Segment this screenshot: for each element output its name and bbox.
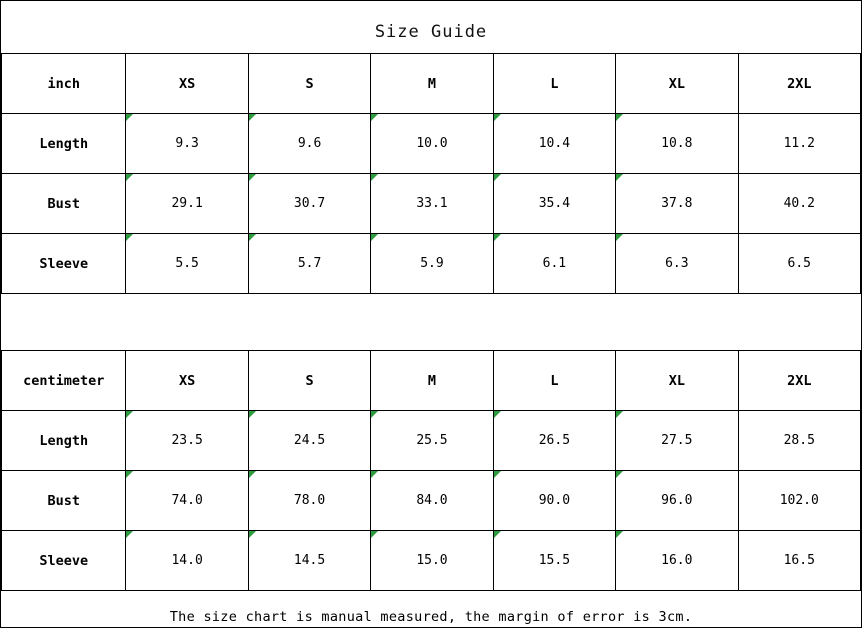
cell-length-xl: 27.5: [616, 411, 738, 471]
cell-sleeve-xs: 5.5: [126, 234, 248, 294]
unit-label-centimeter: centimeter: [2, 351, 126, 411]
size-header-l: L: [493, 351, 615, 411]
size-header-l: L: [493, 54, 615, 114]
cell-bust-s: 78.0: [248, 471, 370, 531]
cell-length-l: 10.4: [493, 114, 615, 174]
cell-length-s: 24.5: [248, 411, 370, 471]
cell-sleeve-s: 5.7: [248, 234, 370, 294]
cell-sleeve-s: 14.5: [248, 531, 370, 591]
size-header-2xl: 2XL: [738, 54, 860, 114]
cell-sleeve-2xl: 6.5: [738, 234, 860, 294]
row-label-bust: Bust: [2, 471, 126, 531]
size-header-2xl: 2XL: [738, 351, 860, 411]
size-table-inch: [1, 53, 861, 294]
row-label-bust: Bust: [2, 174, 126, 234]
cell-bust-2xl: 40.2: [738, 174, 860, 234]
table-row: [2, 114, 861, 174]
size-header-s: S: [248, 351, 370, 411]
cell-bust-2xl: 102.0: [738, 471, 860, 531]
size-header-xl: XL: [616, 54, 738, 114]
page-title: Size Guide: [374, 22, 488, 42]
size-header-s: S: [248, 54, 370, 114]
cell-bust-m: 84.0: [371, 471, 493, 531]
cell-sleeve-xs: 14.0: [126, 531, 248, 591]
cell-bust-xl: 37.8: [616, 174, 738, 234]
cell-sleeve-l: 6.1: [493, 234, 615, 294]
cell-length-xs: 9.3: [126, 114, 248, 174]
cell-sleeve-xl: 6.3: [616, 234, 738, 294]
cell-bust-xs: 29.1: [126, 174, 248, 234]
size-header-xl: XL: [616, 351, 738, 411]
unit-label-inch: inch: [2, 54, 126, 114]
table-row: [2, 174, 861, 234]
cell-length-2xl: 11.2: [738, 114, 860, 174]
table-row: [2, 234, 861, 294]
cell-sleeve-m: 15.0: [371, 531, 493, 591]
table-row: [2, 531, 861, 591]
cell-bust-s: 30.7: [248, 174, 370, 234]
footer-note: The size chart is manual measured, the margin of error is 3cm.: [169, 609, 693, 625]
cell-length-s: 9.6: [248, 114, 370, 174]
size-header-xs: XS: [126, 351, 248, 411]
cell-length-xs: 23.5: [126, 411, 248, 471]
cell-bust-l: 90.0: [493, 471, 615, 531]
cell-length-m: 25.5: [371, 411, 493, 471]
table-row: [2, 471, 861, 531]
size-header-xs: XS: [126, 54, 248, 114]
cell-bust-l: 35.4: [493, 174, 615, 234]
cell-length-l: 26.5: [493, 411, 615, 471]
cell-sleeve-xl: 16.0: [616, 531, 738, 591]
row-label-length: Length: [2, 114, 126, 174]
cell-sleeve-2xl: 16.5: [738, 531, 860, 591]
cell-bust-xs: 74.0: [126, 471, 248, 531]
table-row: [2, 411, 861, 471]
table-header-row: [2, 54, 861, 114]
cell-bust-m: 33.1: [371, 174, 493, 234]
cell-bust-xl: 96.0: [616, 471, 738, 531]
size-table-centimeter: [1, 350, 861, 591]
table-separator-gap: [1, 294, 861, 350]
cell-sleeve-l: 15.5: [493, 531, 615, 591]
cell-length-2xl: 28.5: [738, 411, 860, 471]
size-header-m: M: [371, 351, 493, 411]
row-label-length: Length: [2, 411, 126, 471]
cell-length-xl: 10.8: [616, 114, 738, 174]
row-label-sleeve: Sleeve: [2, 531, 126, 591]
cell-sleeve-m: 5.9: [371, 234, 493, 294]
cell-length-m: 10.0: [371, 114, 493, 174]
size-header-m: M: [371, 54, 493, 114]
row-label-sleeve: Sleeve: [2, 234, 126, 294]
table-header-row: [2, 351, 861, 411]
